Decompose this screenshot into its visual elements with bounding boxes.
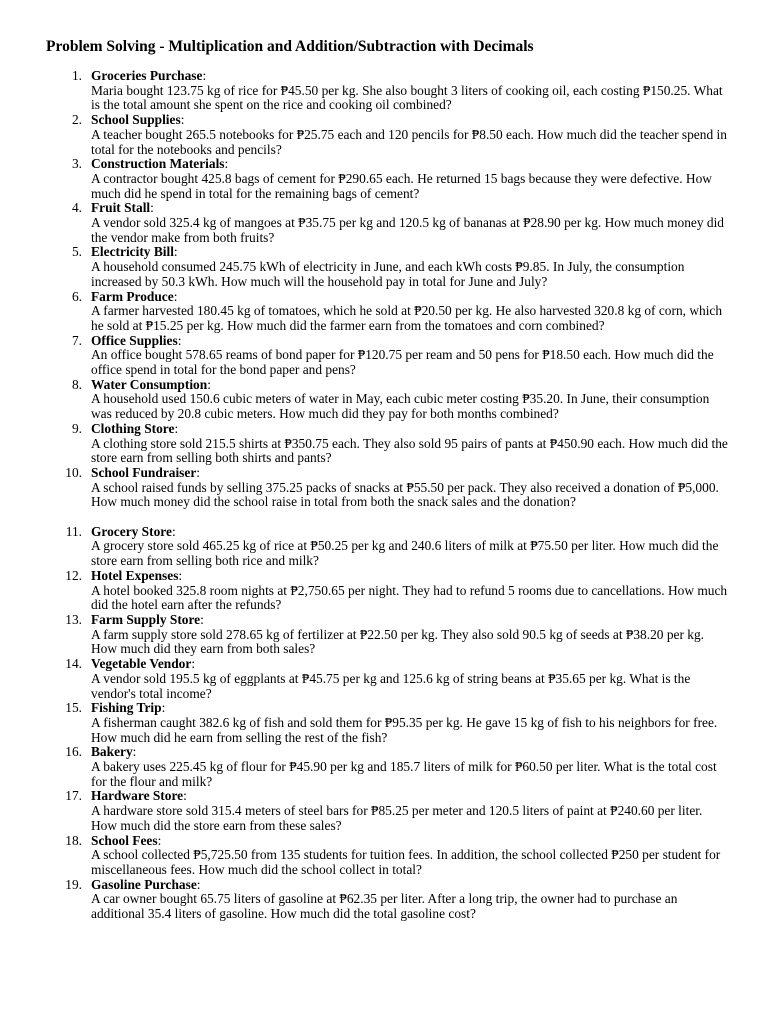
problem-title: School Fees bbox=[91, 832, 158, 848]
problem-heading: Water Consumption: bbox=[91, 376, 211, 392]
problem-item bbox=[0, 834, 768, 878]
problem-text: A clothing store sold 215.5 shirts at ₱350.75 each. They also sold 95 pairs of pants at ₱450.90 each. How much did the store earn from selling both shirts and pants? bbox=[91, 435, 728, 466]
problem-text: A hardware store sold 315.4 meters of steel bars for ₱85.25 per meter and 120.5 liters of paint at ₱240.60 per liter. How much did the store earn from these sales? bbox=[91, 803, 703, 833]
problem-title: Electricity Bill bbox=[91, 244, 174, 260]
problem-title: Fruit Stall bbox=[91, 200, 151, 216]
problem-text: A grocery store sold 465.25 kg of rice at ₱50.25 per kg and 240.6 liters of milk at ₱75.50 per liter. How much did the store earn from selling both rice and milk? bbox=[91, 538, 719, 569]
problem-number: 2. bbox=[71, 112, 82, 128]
problem-text: An office bought 578.65 reams of bond paper for ₱120.75 per ream and 50 pens for ₱18.50 each. How much did the office spend in total for the bond paper and pens? bbox=[91, 347, 714, 378]
problem-text: A household used 150.6 cubic meters of water in May, each cubic meter costing ₱35.20. In June, their consumption was reduced by 20.8 cubic meters. How much did they pay for both months combined? bbox=[91, 391, 710, 422]
problem-number: 4. bbox=[71, 200, 82, 216]
problem-text: A bakery uses 225.45 kg of flour for ₱45.90 per kg and 185.7 liters of milk for ₱60.50 per liter. What is the total cost for the flour and milk? bbox=[91, 759, 717, 789]
problem-title: Office Supplies bbox=[91, 332, 178, 348]
problem-text: A fisherman caught 382.6 kg of fish and sold them for ₱95.35 per kg. He gave 15 kg of fish to his neighbors for free. How much did he earn from selling the rest of the fish? bbox=[91, 714, 718, 745]
problem-item bbox=[0, 466, 768, 510]
problem-title: School Fundraiser bbox=[91, 464, 197, 480]
problem-number: 19. bbox=[65, 876, 82, 892]
problem-text: A school collected ₱5,725.50 from 135 students for tuition fees. In addition, the school collected ₱250 per student for miscellaneous fees. How much did the school collect in total? bbox=[91, 847, 721, 877]
problem-title: Hardware Store bbox=[91, 788, 184, 804]
problem-heading: Grocery Store: bbox=[91, 523, 176, 539]
problem-heading: School Fundraiser: bbox=[91, 464, 201, 480]
problem-heading: Farm Supply Store: bbox=[91, 612, 204, 627]
problem-number: 3. bbox=[71, 156, 82, 172]
problem-heading: Clothing Store: bbox=[91, 420, 179, 436]
problem-heading: Fishing Trip: bbox=[91, 700, 166, 716]
problem-heading: Vegetable Vendor: bbox=[91, 656, 196, 672]
problem-number: 5. bbox=[71, 244, 82, 260]
problem-text: A hotel booked 325.8 room nights at ₱2,750.65 per night. They had to refund 5 rooms due to cancellations. How much did the hotel earn after the refunds? bbox=[91, 582, 728, 613]
problem-item bbox=[0, 422, 768, 466]
problem-heading: School Fees: bbox=[91, 832, 162, 848]
problem-text: A car owner bought 65.75 liters of gasoline at ₱62.35 per liter. After a long trip, the owner had to purchase an additional 35.4 liters of gasoline. How much did the total gasoline cost? bbox=[91, 891, 678, 922]
problem-heading: Electricity Bill: bbox=[91, 244, 178, 260]
problem-heading: Fruit Stall: bbox=[91, 200, 154, 216]
problem-number: 13. bbox=[65, 612, 82, 627]
problem-item bbox=[0, 789, 768, 833]
problem-item bbox=[0, 245, 768, 289]
problem-text: A contractor bought 425.8 bags of cement for ₱290.65 each. He returned 15 bags because they were defective. How much did he spend in total for the remaining bags of cement? bbox=[91, 170, 712, 201]
problem-number: 7. bbox=[71, 332, 82, 348]
problem-title: Fishing Trip bbox=[91, 700, 162, 716]
problem-item bbox=[0, 657, 768, 701]
problem-item bbox=[0, 201, 768, 245]
problem-text: Maria bought 123.75 kg of rice for ₱45.50 per kg. She also bought 3 liters of cooking oil, each costing ₱150.25. What is the total amount she spent on the rice and cooking oil combined? bbox=[91, 82, 723, 113]
problem-title: Farm Supply Store bbox=[91, 612, 201, 627]
problem-heading: Office Supplies: bbox=[91, 332, 182, 348]
problem-title: Water Consumption bbox=[91, 376, 208, 392]
problem-title: Groceries Purchase bbox=[91, 68, 203, 83]
problem-title: Grocery Store bbox=[91, 523, 172, 539]
problem-heading: Construction Materials: bbox=[91, 156, 229, 172]
problem-number: 12. bbox=[65, 567, 82, 583]
problem-number: 8. bbox=[71, 376, 82, 392]
problem-item bbox=[0, 157, 768, 201]
problem-number: 1. bbox=[71, 68, 82, 83]
problem-item bbox=[0, 878, 768, 922]
problem-item bbox=[0, 745, 768, 789]
problem-item bbox=[0, 525, 768, 569]
problem-heading: Groceries Purchase: bbox=[91, 68, 207, 83]
problem-text: A farm supply store sold 278.65 kg of fertilizer at ₱22.50 per kg. They also sold 90.5 kg of seeds at ₱38.20 per kg. How much did they earn from both sales? bbox=[91, 626, 705, 657]
problem-item bbox=[0, 290, 768, 334]
problem-item bbox=[0, 569, 768, 613]
problem-text: A vendor sold 195.5 kg of eggplants at ₱45.75 per kg and 125.6 kg of string beans at ₱35.65 per kg. What is the vendor's total income? bbox=[91, 670, 691, 701]
problem-list bbox=[0, 69, 768, 922]
problem-number: 9. bbox=[71, 420, 82, 436]
problem-number: 11. bbox=[65, 523, 82, 539]
problem-heading: Farm Produce: bbox=[91, 288, 178, 304]
problem-title: Clothing Store bbox=[91, 420, 175, 436]
problem-number: 16. bbox=[65, 744, 82, 760]
problem-heading: Gasoline Purchase: bbox=[91, 876, 201, 892]
problem-item bbox=[0, 69, 768, 113]
problem-heading: Hardware Store: bbox=[91, 788, 187, 804]
problem-number: 10. bbox=[65, 464, 82, 480]
problem-title: Vegetable Vendor bbox=[91, 656, 192, 672]
problem-number: 15. bbox=[65, 700, 82, 716]
problem-number: 6. bbox=[71, 288, 82, 304]
problem-title: Gasoline Purchase bbox=[91, 876, 197, 892]
problem-heading: Hotel Expenses: bbox=[91, 567, 183, 583]
problem-text: A teacher bought 265.5 notebooks for ₱25.75 each and 120 pencils for ₱8.50 each. How much did the teacher spend in total for the notebooks and pencils? bbox=[91, 126, 727, 157]
problem-item bbox=[0, 378, 768, 422]
problem-title: Hotel Expenses bbox=[91, 567, 179, 583]
problem-item bbox=[0, 334, 768, 378]
problem-text: A vendor sold 325.4 kg of mangoes at ₱35.75 per kg and 120.5 kg of bananas at ₱28.90 per kg. How much money did the vendor make from both fruits? bbox=[91, 215, 724, 245]
problem-item bbox=[0, 613, 768, 657]
problem-number: 18. bbox=[65, 832, 82, 848]
problem-title: Construction Materials bbox=[91, 156, 225, 172]
problem-title: Farm Produce bbox=[91, 288, 174, 304]
problem-heading: School Supplies: bbox=[91, 112, 185, 128]
document-title: Problem Solving - Multiplication and Addition/Subtraction with Decimals bbox=[46, 38, 534, 55]
problem-number: 17. bbox=[65, 788, 82, 804]
problem-heading: Bakery: bbox=[91, 744, 137, 760]
problem-text: A farmer harvested 180.45 kg of tomatoes, which he sold at ₱20.50 per kg. He also harvested 320.8 kg of corn, which he sold at ₱15.25 per kg. How much did the farmer earn from the tomatoes and corn combined? bbox=[91, 303, 723, 333]
problem-number: 14. bbox=[65, 656, 82, 672]
problem-text: A school raised funds by selling 375.25 packs of snacks at ₱55.50 per pack. They also received a donation of ₱5,000. How much money did the school raise in total from both the snack sales and the donation? bbox=[91, 479, 719, 510]
problem-title: Bakery bbox=[91, 744, 133, 760]
problem-title: School Supplies bbox=[91, 112, 181, 128]
problem-item bbox=[0, 701, 768, 745]
problem-text: A household consumed 245.75 kWh of electricity in June, and each kWh costs ₱9.85. In July, the consumption increased by 50.3 kWh. How much will the household pay in total for June and July? bbox=[91, 259, 685, 289]
problem-item bbox=[0, 113, 768, 157]
